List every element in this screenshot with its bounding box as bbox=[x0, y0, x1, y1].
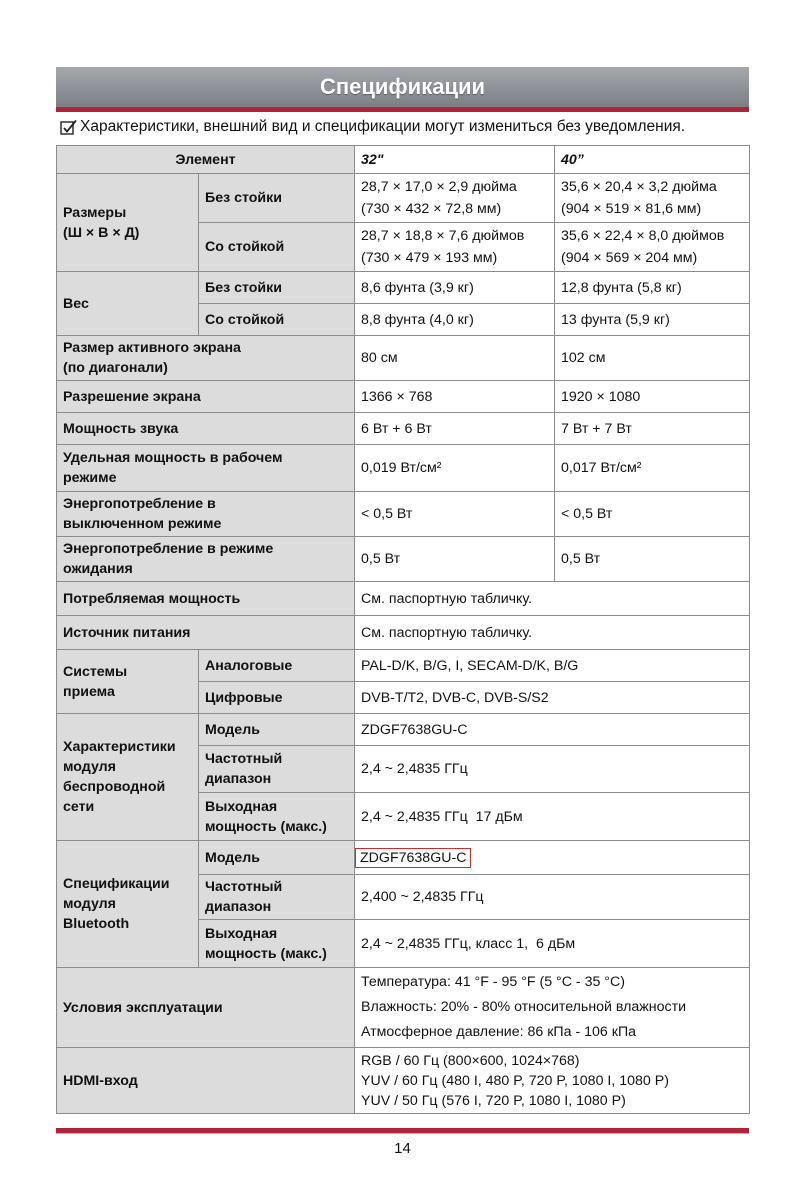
sublabel-model: Модель bbox=[199, 714, 355, 746]
sublabel-output-power: Выходная мощность (макс.) bbox=[199, 920, 355, 968]
table-row bbox=[57, 381, 750, 413]
row-label-power-source: Источник питания bbox=[57, 616, 355, 650]
power-off-40: < 0,5 Вт bbox=[555, 492, 750, 537]
table-row bbox=[57, 582, 750, 616]
row-label-reception: Системы приема bbox=[57, 650, 199, 714]
sublabel-frequency: Частотный диапазон bbox=[199, 875, 355, 920]
row-label-weight: Вес bbox=[57, 272, 199, 336]
consumption-value: См. паспортную табличку. bbox=[355, 582, 750, 616]
hdmi-value: RGB / 60 Гц (800×600, 1024×768) YUV / 60 Гц (480 I, 480 P, 720 P, 1080 I, 1080 P) YUV / 50 Гц (576 I, 720 P, 1080 I, 1080 P) bbox=[355, 1048, 750, 1114]
table-row bbox=[57, 174, 750, 223]
power-standby-40: 0,5 Вт bbox=[555, 537, 750, 582]
row-label-sound: Мощность звука bbox=[57, 413, 355, 445]
weight-with-stand-32: 8,8 фунта (4,0 кг) bbox=[355, 304, 555, 336]
row-label-hdmi: HDMI-вход bbox=[57, 1048, 355, 1114]
wireless-model-value: ZDGF7638GU-C bbox=[355, 714, 750, 746]
sublabel-model: Модель bbox=[199, 841, 355, 875]
bluetooth-model-value-highlighted: ZDGF7638GU-C bbox=[355, 848, 471, 868]
weight-no-stand-32: 8,6 фунта (3,9 кг) bbox=[355, 272, 555, 304]
sublabel-frequency: Частотный диапазон bbox=[199, 746, 355, 793]
dimensions-with-stand-40: 35,6 × 22,4 × 8,0 дюймов (904 × 569 × 204 мм) bbox=[555, 223, 750, 272]
sublabel-with-stand: Со стойкой bbox=[199, 304, 355, 336]
reception-analog-value: PAL-D/K, B/G, I, SECAM-D/K, B/G bbox=[355, 650, 750, 682]
row-label-wireless: Характеристики модуля беспроводной сети bbox=[57, 714, 199, 841]
sound-32: 6 Вт + 6 Вт bbox=[355, 413, 555, 445]
specifications-table bbox=[56, 145, 750, 1114]
disclaimer-note bbox=[60, 118, 760, 136]
sublabel-no-stand: Без стойки bbox=[199, 174, 355, 223]
sublabel-output-power: Выходная мощность (макс.) bbox=[199, 793, 355, 841]
row-label-screen-size: Размер активного экрана (по диагонали) bbox=[57, 336, 355, 381]
table-row bbox=[57, 537, 750, 582]
weight-with-stand-40: 13 фунта (5,9 кг) bbox=[555, 304, 750, 336]
disclaimer-text: Характеристики, внешний вид и спецификации могут измениться без уведомления. bbox=[80, 118, 686, 135]
table-row bbox=[57, 714, 750, 746]
reception-digital-value: DVB-T/T2, DVB-C, DVB-S/S2 bbox=[355, 682, 750, 714]
resolution-32: 1366 × 768 bbox=[355, 381, 555, 413]
bluetooth-power-value: 2,4 ~ 2,4835 ГГц, класс 1, 6 дБм bbox=[355, 920, 750, 968]
table-row bbox=[57, 841, 750, 875]
table-row bbox=[57, 650, 750, 682]
page-header-banner bbox=[56, 67, 749, 112]
page-number: 14 bbox=[394, 1140, 411, 1157]
conditions-value: Температура: 41 °F - 95 °F (5 °C - 35 °C) Влажность: 20% - 80% относительной влажности Атмосферное давление: 86 кПа - 106 кПа bbox=[355, 968, 750, 1048]
header-32: 32" bbox=[355, 146, 555, 174]
screen-size-40: 102 см bbox=[555, 336, 750, 381]
weight-no-stand-40: 12,8 фунта (5,8 кг) bbox=[555, 272, 750, 304]
specific-power-40: 0,017 Вт/см² bbox=[555, 445, 750, 492]
screen-size-32: 80 см bbox=[355, 336, 555, 381]
sublabel-no-stand: Без стойки bbox=[199, 272, 355, 304]
row-label-consumption: Потребляемая мощность bbox=[57, 582, 355, 616]
row-label-bluetooth: Спецификации модуля Bluetooth bbox=[57, 841, 199, 968]
table-row bbox=[57, 968, 750, 1048]
specific-power-32: 0,019 Вт/см² bbox=[355, 445, 555, 492]
footer-rule-shadow bbox=[56, 1133, 749, 1134]
table-row bbox=[57, 272, 750, 304]
row-label-power-off: Энергопотребление в выключенном режиме bbox=[57, 492, 355, 537]
bluetooth-model-cell bbox=[355, 841, 750, 875]
sound-40: 7 Вт + 7 Вт bbox=[555, 413, 750, 445]
header-40: 40” bbox=[555, 146, 750, 174]
row-label-specific-power: Удельная мощность в рабочем режиме bbox=[57, 445, 355, 492]
sublabel-with-stand: Со стойкой bbox=[199, 223, 355, 272]
row-label-conditions: Условия эксплуатации bbox=[57, 968, 355, 1048]
table-row bbox=[57, 413, 750, 445]
dimensions-no-stand-40: 35,6 × 20,4 × 3,2 дюйма (904 × 519 × 81,6 мм) bbox=[555, 174, 750, 223]
checkbox-icon bbox=[60, 119, 78, 135]
table-header-row bbox=[57, 146, 750, 174]
power-off-32: < 0,5 Вт bbox=[355, 492, 555, 537]
table-row bbox=[57, 1048, 750, 1114]
power-standby-32: 0,5 Вт bbox=[355, 537, 555, 582]
wireless-power-value: 2,4 ~ 2,4835 ГГц 17 дБм bbox=[355, 793, 750, 841]
table-row bbox=[57, 492, 750, 537]
bluetooth-frequency-value: 2,400 ~ 2,4835 ГГц bbox=[355, 875, 750, 920]
row-label-resolution: Разрешение экрана bbox=[57, 381, 355, 413]
dimensions-with-stand-32: 28,7 × 18,8 × 7,6 дюймов (730 × 479 × 193 мм) bbox=[355, 223, 555, 272]
sublabel-digital: Цифровые bbox=[199, 682, 355, 714]
dimensions-no-stand-32: 28,7 × 17,0 × 2,9 дюйма (730 × 432 × 72,8 мм) bbox=[355, 174, 555, 223]
table-row bbox=[57, 336, 750, 381]
row-label-dimensions: Размеры (Ш × В × Д) bbox=[57, 174, 199, 272]
row-label-power-standby: Энергопотребление в режиме ожидания bbox=[57, 537, 355, 582]
sublabel-analog: Аналоговые bbox=[199, 650, 355, 682]
power-source-value: См. паспортную табличку. bbox=[355, 616, 750, 650]
resolution-40: 1920 × 1080 bbox=[555, 381, 750, 413]
page-title: Спецификации bbox=[319, 74, 486, 99]
table-row bbox=[57, 616, 750, 650]
wireless-frequency-value: 2,4 ~ 2,4835 ГГц bbox=[355, 746, 750, 793]
header-element: Элемент bbox=[57, 146, 355, 174]
table-row bbox=[57, 445, 750, 492]
